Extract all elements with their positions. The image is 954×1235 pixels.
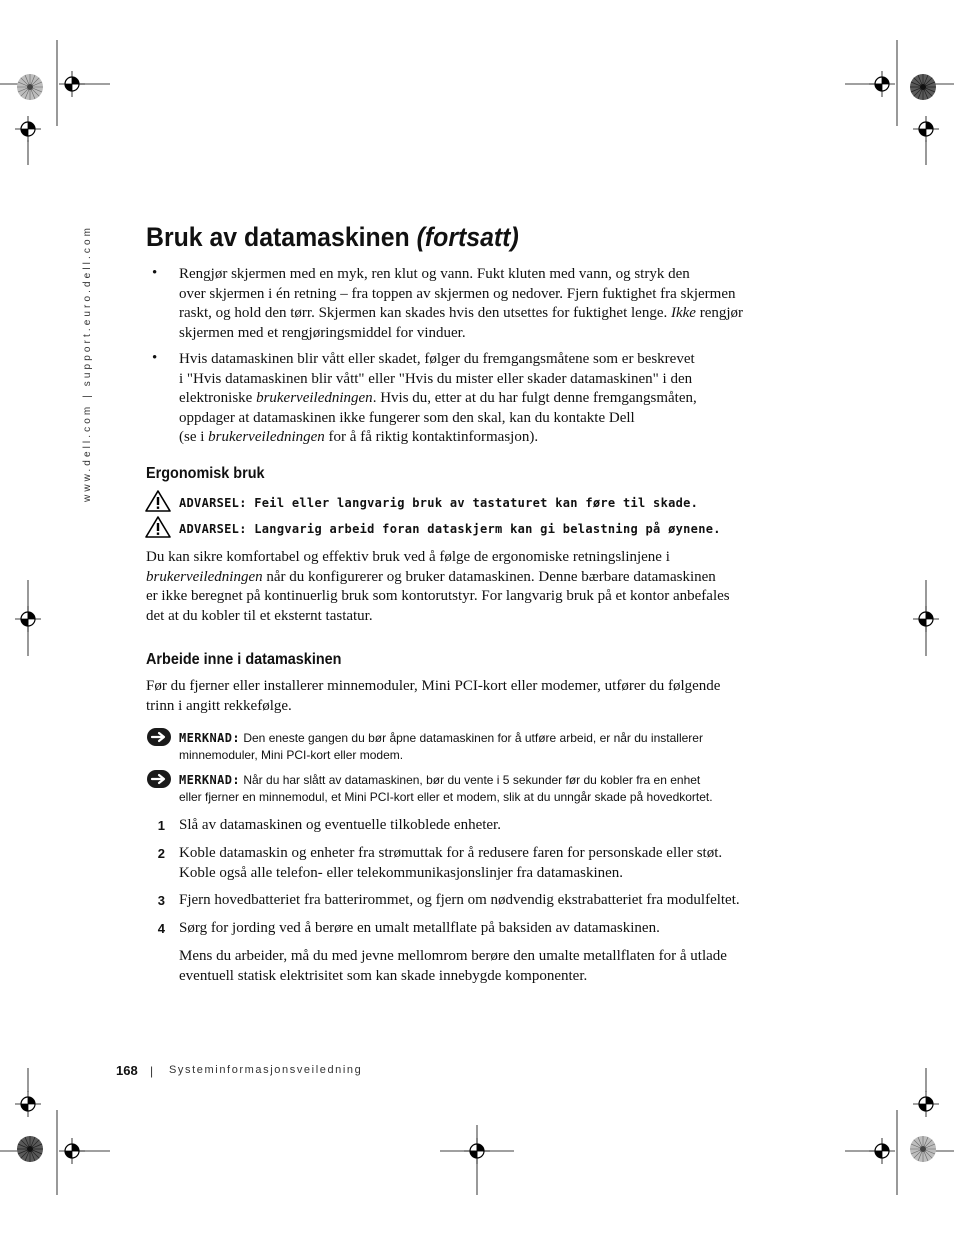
step-number: 4 — [157, 921, 165, 936]
text-line: Slå av datamaskinen og eventuelle tilkoblede enheter. — [179, 817, 501, 833]
step-number: 2 — [157, 846, 165, 861]
text-line: Før du fjerner eller installerer minnemoduler, Mini PCI-kort eller modemer, utfører du følgende — [146, 678, 721, 694]
text-line: Hvis datamaskinen blir vått eller skadet, følger du fremgangsmåtene som er beskrevet — [179, 351, 695, 367]
text-line: i "Hvis datamaskinen blir vått" eller "Hvis du mister eller skader datamaskinen" i den — [179, 370, 693, 387]
text-span: Når du har slått av datamaskinen, bør du vente i 5 sekunder før du kobler fra en enhet — [243, 773, 701, 787]
step-item — [179, 844, 819, 883]
bullet-item-damage — [179, 350, 799, 448]
text-span: raskt, og hold den tørr. Skjermen kan skades hvis den utsettes for fuktighet lenge. — [179, 305, 668, 321]
text-line: Koble også alle telefon- eller telekommunikasjonslinjer fra datamaskinen. — [179, 864, 624, 881]
bullet-item-cleaning — [179, 265, 799, 343]
page-title-main: Bruk av datamaskinen — [146, 222, 417, 252]
text-line: Koble datamaskin og enheter fra strømuttak for å redusere faren for personskade eller støt. — [179, 845, 723, 861]
text-span: . Hvis du, etter at du har fulgt denne fremgangsmåten, — [372, 390, 697, 406]
notice-hand-icon — [146, 769, 172, 789]
text-span: Den eneste gangen du bør åpne datamaskinen for å utføre arbeid, er når du installerer — [243, 731, 703, 745]
step-item — [179, 816, 819, 836]
text-line: Fjern hovedbatteriet fra batterirommet, og fjern om nødvendig ekstrabatteriet fra modulfeltet. — [179, 892, 740, 908]
inside-intro — [146, 677, 806, 716]
text-span: (se i — [179, 429, 205, 445]
warning-triangle-icon — [144, 489, 172, 513]
text-line: er ikke beregnet på kontinuerlig bruk som kontorutstyr. For langvarig bruk på et kontor anbefales — [146, 588, 730, 604]
footer-separator: | — [150, 1064, 154, 1078]
text-line: Du kan sikre komfortabel og effektiv bruk ved å følge de ergonomiske retningslinjene i — [146, 549, 670, 565]
text-line: oppdager at datamaskinen ikke fungerer som den skal, kan du kontakte Dell — [179, 409, 635, 426]
page-number: 168 — [116, 1063, 138, 1078]
text-span: når du konfigurerer og bruker datamaskinen. Denne bærbare datamaskinen — [266, 568, 716, 585]
text-line: eller fjerner en minnemodul, et Mini PCI-kort eller et modem, slik at du unngår skade på hovedkortet. — [179, 790, 713, 804]
text-emphasis: brukerveiledningen — [256, 390, 373, 406]
text-emphasis: brukerveiledningen — [208, 429, 325, 445]
text-line — [146, 568, 806, 588]
warning-eyes: ADVARSEL: Langvarig arbeid foran dataskjerm kan gi belastning på øynene. — [179, 522, 721, 536]
warning-keyboard: ADVARSEL: Feil eller langvarig bruk av tastaturet kan føre til skade. — [179, 496, 699, 510]
text-emphasis: Ikke — [670, 305, 696, 321]
text-line: skjermen med et rengjøringsmiddel for vinduer. — [179, 324, 466, 341]
note-wait-seconds — [179, 772, 839, 806]
section-heading-inside: Arbeide inne i datamaskinen — [146, 651, 342, 668]
text-line: eventuell statisk elektrisitet som kan skade innebygde komponenter. — [179, 967, 588, 984]
footer-title: Systeminformasjonsveiledning — [169, 1064, 363, 1076]
text-span: rengjør — [699, 305, 744, 321]
step-number: 1 — [157, 818, 165, 833]
text-line — [179, 304, 799, 324]
closing-paragraph — [179, 947, 819, 986]
text-span: elektroniske — [179, 390, 253, 406]
bullet-marker: • — [152, 350, 158, 366]
text-emphasis: brukerveiledningen — [146, 568, 263, 585]
text-line — [179, 389, 799, 409]
text-line: Sørg for jording ved å berøre en umalt metallflate på baksiden av datamaskinen. — [179, 920, 660, 936]
page-title — [146, 222, 519, 253]
sidebar-url: www.dell.com | support.euro.dell.com — [82, 224, 93, 502]
text-span: for å få riktig kontaktinformasjon). — [328, 429, 539, 445]
text-line: det at du kobler til et eksternt tastatur. — [146, 607, 373, 624]
notice-hand-icon — [146, 727, 172, 747]
step-item — [179, 891, 819, 911]
note-label: MERKNAD: — [179, 773, 240, 787]
text-line: over skjermen i én retning – fra toppen av skjermen og nedover. Fjern fuktighet fra skjermen — [179, 285, 736, 302]
text-line — [179, 428, 799, 448]
text-line: Rengjør skjermen med en myk, ren klut og vann. Fukt kluten med vann, og stryk den — [179, 266, 690, 282]
text-line: Mens du arbeider, må du med jevne mellomrom berøre den umalte metallflaten for å utlade — [179, 948, 727, 964]
bullet-marker: • — [152, 265, 158, 281]
text-line — [179, 730, 799, 747]
page-title-suffix: (fortsatt) — [416, 222, 519, 252]
text-line: minnemoduler, Mini PCI-kort eller modem. — [179, 748, 404, 762]
ergonomic-paragraph — [146, 548, 806, 626]
step-item — [179, 919, 819, 939]
section-heading-ergonomic: Ergonomisk bruk — [146, 465, 265, 482]
step-number: 3 — [157, 893, 165, 908]
text-line: trinn i angitt rekkefølge. — [146, 697, 292, 714]
note-label: MERKNAD: — [179, 731, 240, 745]
note-open-computer — [179, 730, 799, 764]
text-line — [179, 772, 839, 789]
warning-triangle-icon — [144, 515, 172, 539]
